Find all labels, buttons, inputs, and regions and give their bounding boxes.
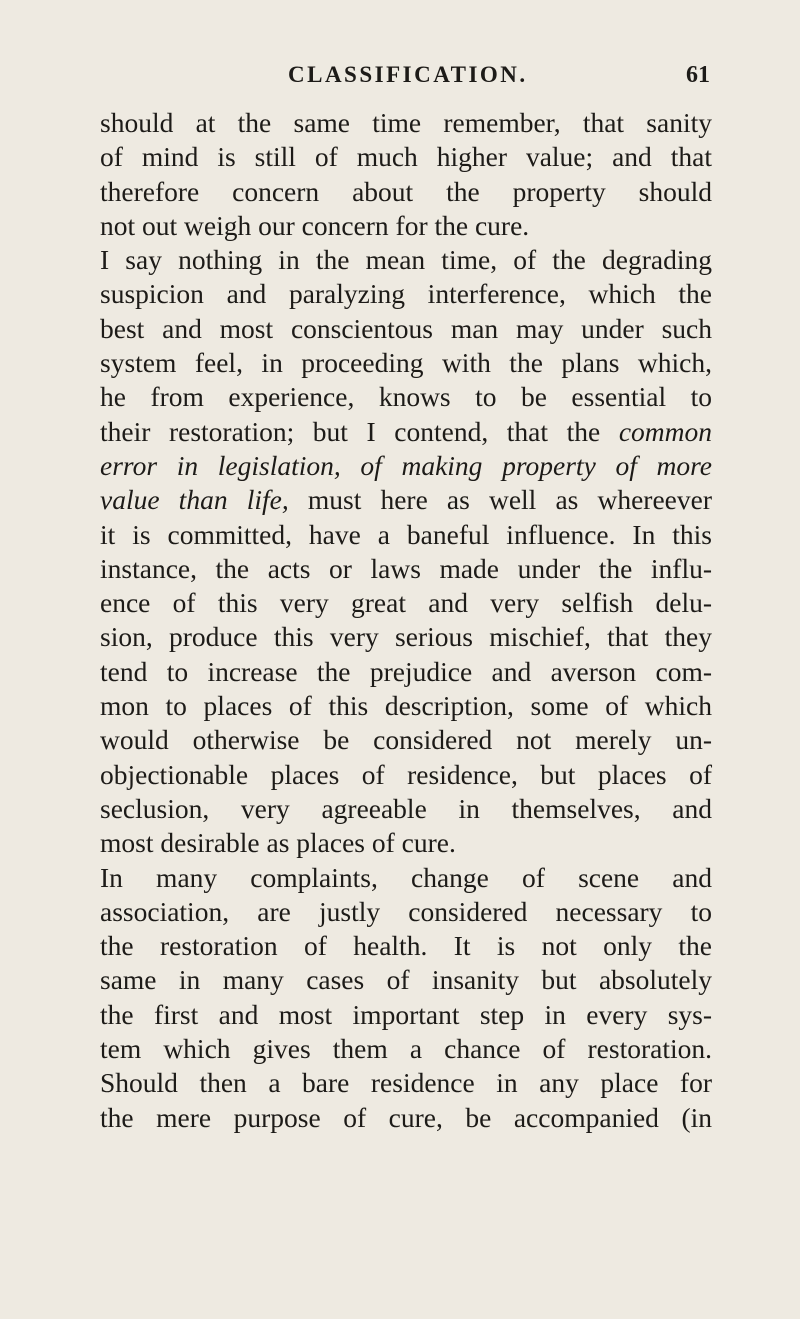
body-text [100, 106, 712, 1135]
text-line [100, 175, 712, 209]
text-line [100, 963, 712, 997]
text-run: of mind is still of much higher value; and that [100, 141, 712, 173]
text-run: mon to places of this description, some of which [100, 690, 712, 722]
italic-run: value than life, [100, 484, 289, 516]
text-line [100, 1066, 712, 1100]
text-run: same in many cases of insanity but absolutely [100, 964, 712, 996]
italic-run: common [618, 415, 712, 447]
text-run: should at the same time remember, that sanity [100, 107, 712, 138]
text-run: tem which gives them a chance of restoration. [100, 1033, 712, 1065]
text-run: sion, produce this very serious mischief, that they [100, 621, 712, 653]
text-run: ence of this very great and very selfish delu- [100, 587, 712, 619]
text-line [100, 689, 712, 723]
text-line [100, 518, 712, 552]
text-run: it is committed, have a baneful influence. In this [100, 518, 712, 550]
running-head [0, 62, 800, 96]
text-run: would otherwise be considered not merely un- [100, 724, 712, 756]
text-run: he from experience, knows to be essential to [100, 381, 712, 413]
text-line [100, 792, 712, 826]
text-run: not out weigh our concern for the cure. [100, 209, 530, 241]
text-run: the mere purpose of cure, be accompanied (in [100, 1101, 712, 1133]
text-run: I say nothing in the mean time, of the degrading [100, 244, 712, 276]
text-line [100, 1101, 712, 1135]
text-run: their restoration; but I contend, that the [100, 415, 619, 447]
text-run: objectionable places of residence, but places of [100, 758, 712, 790]
text-line [100, 826, 712, 860]
text-line [100, 586, 712, 620]
text-line [100, 758, 712, 792]
text-line [100, 861, 712, 895]
text-run: association, are justly considered necessary to [100, 895, 712, 927]
text-run: system feel, in proceeding with the plans which, [100, 347, 712, 379]
text-line [100, 449, 712, 483]
text-line [100, 552, 712, 586]
text-run: suspicion and paralyzing interference, which the [100, 278, 712, 310]
text-run: In many complaints, change of scene and [100, 861, 712, 893]
text-line [100, 346, 712, 380]
text-line [100, 723, 712, 757]
text-line [100, 655, 712, 689]
text-run: most desirable as places of cure. [100, 827, 456, 859]
text-line [100, 380, 712, 414]
text-run: the restoration of health. It is not only the [100, 930, 712, 962]
text-line [100, 106, 712, 140]
text-run: best and most conscientous man may under such [100, 312, 712, 344]
text-run: the first and most important step in every sys- [100, 998, 712, 1030]
page-number: 61 [686, 62, 710, 88]
text-run: tend to increase the prejudice and averson com- [100, 655, 712, 687]
italic-run: error in legislation, of making property of more [100, 449, 712, 481]
text-line [100, 998, 712, 1032]
text-line [100, 312, 712, 346]
text-line [100, 140, 712, 174]
text-run: Should then a bare residence in any place for [100, 1067, 712, 1099]
text-run: must here as well as whereever [288, 484, 712, 516]
text-line [100, 929, 712, 963]
text-line [100, 243, 712, 277]
text-line [100, 415, 712, 449]
text-run: instance, the acts or laws made under the influ- [100, 552, 712, 584]
running-head-title: CLASSIFICATION. [288, 62, 528, 87]
text-run: therefore concern about the property should [100, 175, 712, 207]
text-line [100, 209, 712, 243]
text-line [100, 277, 712, 311]
text-run: seclusion, very agreeable in themselves, and [100, 792, 712, 824]
text-line [100, 895, 712, 929]
text-line [100, 620, 712, 654]
text-line [100, 483, 712, 517]
text-line [100, 1032, 712, 1066]
